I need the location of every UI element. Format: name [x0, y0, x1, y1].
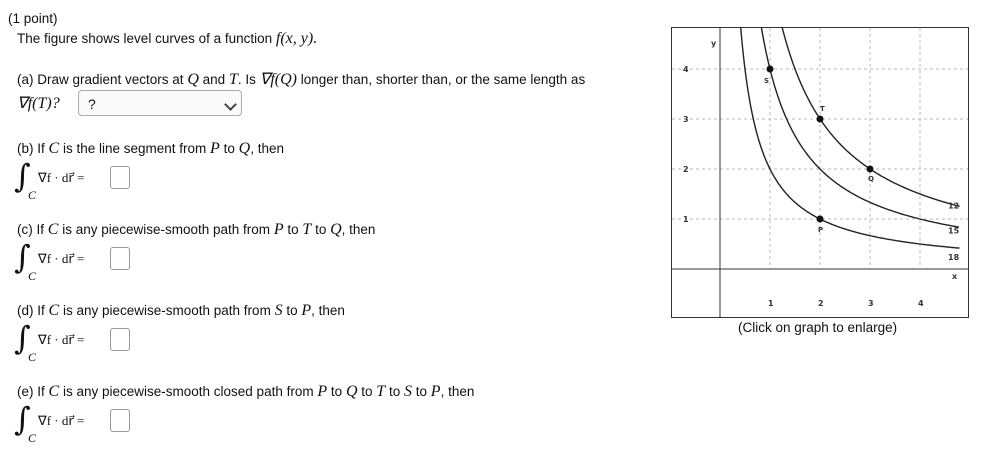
point-q-marker [867, 166, 874, 173]
function-name: f(x, y). [275, 30, 318, 47]
y-tick-label: 3 [683, 115, 689, 124]
x-tick-label: 1 [768, 299, 774, 308]
integral-sign: ∫ [14, 157, 31, 195]
and-text: and [202, 72, 226, 87]
integral-expression: ∇f · dr⃗ = [38, 332, 85, 347]
part-d-question: (d) If C is any piecewise-smooth path from S to P, then [17, 302, 345, 319]
x-axis-label: x [952, 272, 958, 281]
answer-b-input[interactable] [110, 166, 130, 189]
x-tick-label: 2 [818, 299, 824, 308]
integral-sign: ∫ [14, 400, 31, 438]
point-p-label: P [818, 226, 824, 234]
part-b-question: (b) If C is the line segment from P to Q, then [17, 140, 284, 157]
x-tick-label: 4 [918, 299, 924, 308]
point-q: Q [187, 71, 199, 88]
intro-text: The figure shows level curves of a function [17, 31, 273, 46]
point-t: T [228, 71, 238, 88]
integral-expression: ∇f · dr⃗ = [38, 170, 85, 185]
grad-f-t: ∇f(T)? [17, 95, 60, 112]
answer-d-input[interactable] [110, 328, 130, 351]
part-a-mid: . Is [237, 72, 256, 87]
point-p-marker [817, 216, 824, 223]
y-tick-label: 1 [683, 215, 689, 224]
select-value: ? [88, 96, 96, 112]
integral-subscript: C [28, 350, 37, 364]
level-label: 15 [948, 226, 960, 236]
point-q-label: Q [868, 175, 874, 183]
chevron-down-icon [224, 98, 237, 111]
part-a-question [17, 69, 585, 89]
answer-e-input[interactable] [110, 409, 130, 432]
point-s-marker [767, 66, 774, 73]
level-label: 18 [948, 253, 960, 263]
level-curves-graph[interactable] [671, 27, 969, 319]
part-a-suffix: longer than, shorter than, or the same length as [300, 72, 586, 87]
integral-expression: ∇f · dr⃗ = [38, 413, 85, 428]
integral-subscript: C [28, 188, 37, 202]
integral-expression: ∇f · dr⃗ = [38, 251, 85, 266]
length-comparison-select[interactable] [78, 90, 242, 116]
level-label: 12 [948, 201, 960, 211]
integral-subscript: C [28, 269, 37, 283]
points-label: (1 point) [8, 11, 58, 26]
y-tick-label: 4 [683, 65, 689, 74]
integral-subscript: C [28, 431, 37, 445]
y-tick-label: 2 [683, 165, 689, 174]
grad-f-q: ∇f(Q) [259, 71, 297, 88]
part-a-prefix: (a) Draw gradient vectors at [17, 72, 184, 87]
graph-caption[interactable]: (Click on graph to enlarge) [738, 320, 898, 335]
y-axis-label: y [711, 39, 717, 48]
part-e-question: (e) If C is any piecewise-smooth closed path from P to Q to T to S to P, then [17, 383, 475, 400]
point-t-marker [817, 116, 824, 123]
answer-c-input[interactable] [110, 247, 130, 270]
problem-intro [17, 30, 317, 48]
point-t-label: T [820, 105, 825, 113]
integral-sign: ∫ [14, 238, 31, 276]
x-tick-label: 3 [868, 299, 874, 308]
integral-sign: ∫ [14, 319, 31, 357]
part-c-question: (c) If C is any piecewise-smooth path from P to T to Q, then [17, 221, 376, 238]
point-s-label: S [764, 77, 770, 85]
